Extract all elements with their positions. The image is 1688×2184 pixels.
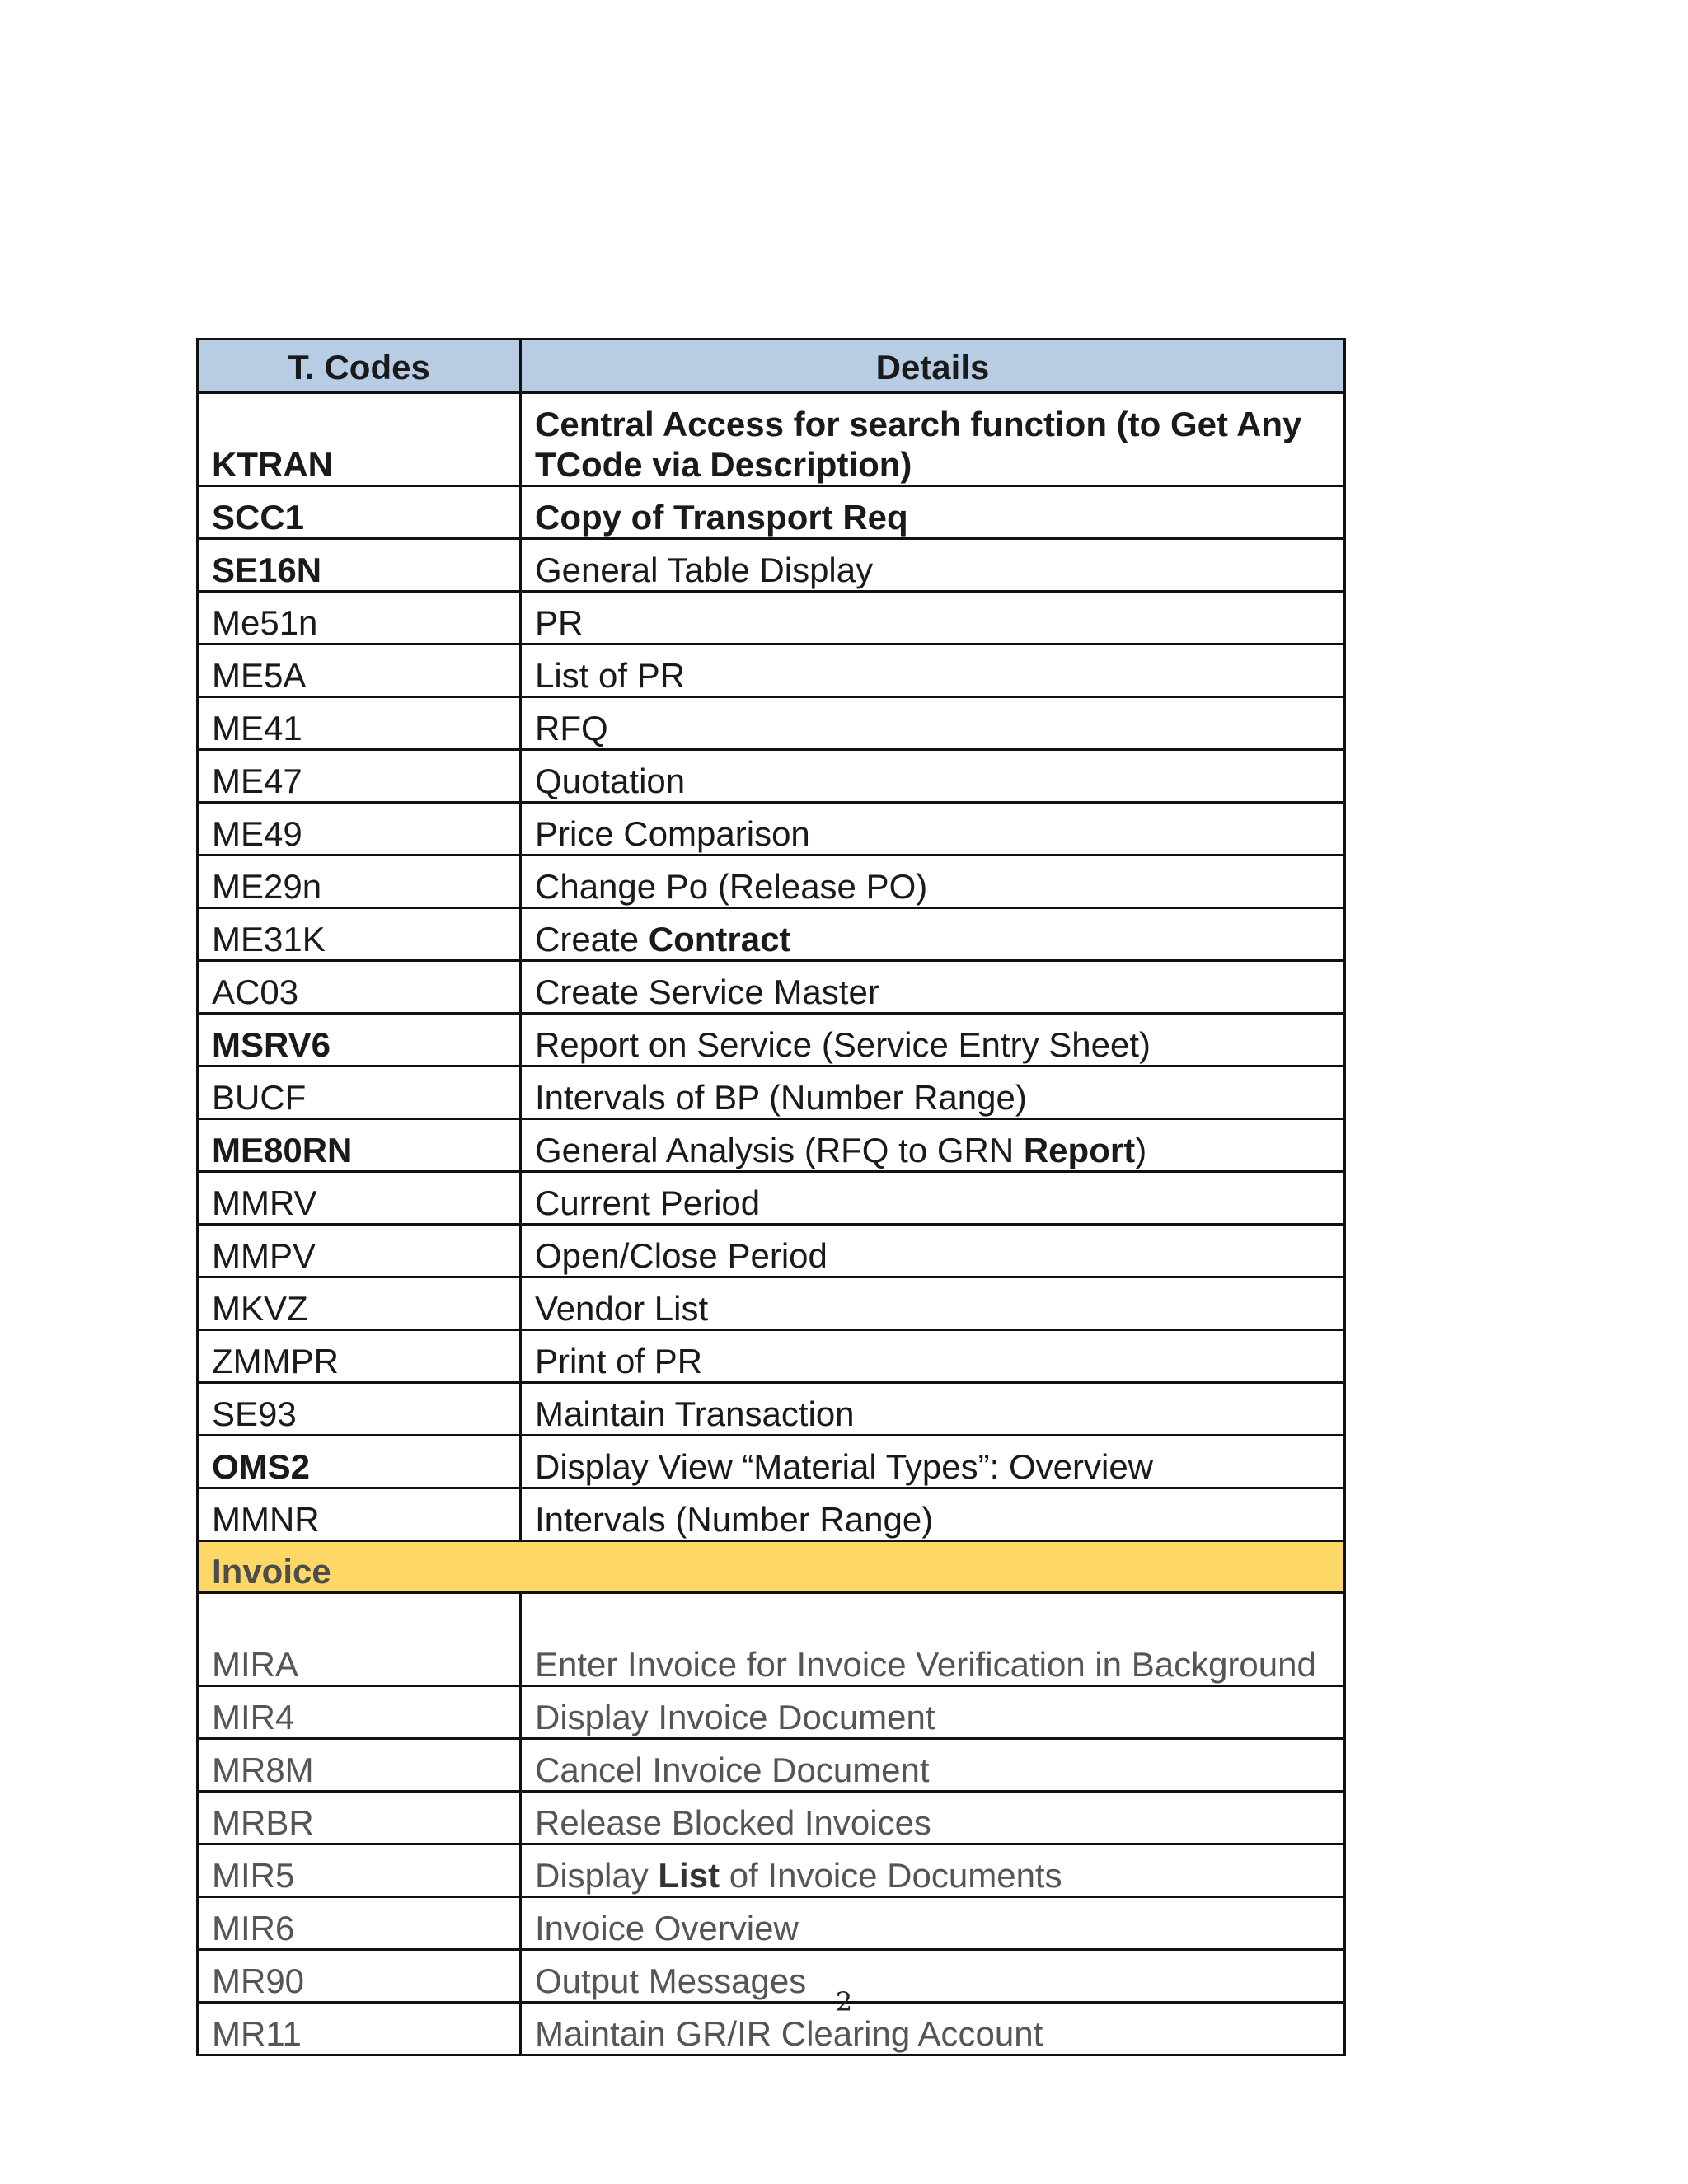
- details-cell: Copy of Transport Req: [521, 486, 1345, 539]
- tcode-cell: ME47: [198, 750, 521, 803]
- table-row: [198, 908, 1345, 961]
- details-cell: Output Messages: [521, 1950, 1345, 2003]
- tcode-cell: MSRV6: [198, 1014, 521, 1066]
- header-tcodes: T. Codes: [198, 340, 521, 393]
- tcode-cell: SCC1: [198, 486, 521, 539]
- details-cell: Maintain Transaction: [521, 1383, 1345, 1436]
- tcode-table: [196, 338, 1346, 2056]
- details-cell: Price Comparison: [521, 803, 1345, 855]
- table-row: [198, 750, 1345, 803]
- tcode-cell: OMS2: [198, 1436, 521, 1488]
- tcode-cell: ME5A: [198, 644, 521, 697]
- tcode-cell: MIR5: [198, 1844, 521, 1897]
- details-cell: Maintain GR/IR Clearing Account: [521, 2003, 1345, 2055]
- table-row: [198, 1593, 1345, 1686]
- table-row: [198, 1066, 1345, 1119]
- details-cell: Current Period: [521, 1172, 1345, 1225]
- table-row: [198, 1488, 1345, 1541]
- table-row: [198, 592, 1345, 644]
- details-cell: Intervals (Number Range): [521, 1488, 1345, 1541]
- details-cell: General Analysis (RFQ to GRN Report): [521, 1119, 1345, 1172]
- tcode-cell: BUCF: [198, 1066, 521, 1119]
- tcode-cell: ME31K: [198, 908, 521, 961]
- table-row: [198, 1897, 1345, 1950]
- table-row: [198, 1436, 1345, 1488]
- details-cell: RFQ: [521, 697, 1345, 750]
- details-cell: Intervals of BP (Number Range): [521, 1066, 1345, 1119]
- details-cell: Cancel Invoice Document: [521, 1739, 1345, 1792]
- table-row: [198, 961, 1345, 1014]
- details-cell: List of PR: [521, 644, 1345, 697]
- tcode-cell: SE16N: [198, 539, 521, 592]
- details-cell: Vendor List: [521, 1277, 1345, 1330]
- tcode-cell: MIRA: [198, 1593, 521, 1686]
- details-cell: Display List of Invoice Documents: [521, 1844, 1345, 1897]
- tcode-cell: MR11: [198, 2003, 521, 2055]
- table-row: [198, 1225, 1345, 1277]
- table-row: [198, 1792, 1345, 1844]
- details-cell: Create Contract: [521, 908, 1345, 961]
- details-cell: Print of PR: [521, 1330, 1345, 1383]
- table-row: [198, 1330, 1345, 1383]
- details-cell: PR: [521, 592, 1345, 644]
- table-row: [198, 1172, 1345, 1225]
- header-details: Details: [521, 340, 1345, 393]
- table-row: [198, 803, 1345, 855]
- details-cell: Central Access for search function (to Get Any TCode via Description): [521, 393, 1345, 486]
- table-row: [198, 1383, 1345, 1436]
- tcode-cell: ME41: [198, 697, 521, 750]
- tcode-cell: ME80RN: [198, 1119, 521, 1172]
- table-row: [198, 1686, 1345, 1739]
- details-cell: Display Invoice Document: [521, 1686, 1345, 1739]
- page-number: 2: [835, 1986, 853, 2018]
- tcode-cell: KTRAN: [198, 393, 521, 486]
- table-row: [198, 1014, 1345, 1066]
- section-title: Invoice: [198, 1541, 1345, 1593]
- details-cell: General Table Display: [521, 539, 1345, 592]
- details-cell: Quotation: [521, 750, 1345, 803]
- table-header-row: [198, 340, 1345, 393]
- table-row: [198, 697, 1345, 750]
- tcode-cell: ME29n: [198, 855, 521, 908]
- table-row: [198, 1844, 1345, 1897]
- table-row: [198, 1119, 1345, 1172]
- tcode-cell: ME49: [198, 803, 521, 855]
- tcode-cell: MIR4: [198, 1686, 521, 1739]
- table-row: [198, 393, 1345, 486]
- details-cell: Create Service Master: [521, 961, 1345, 1014]
- tcode-cell: MMNR: [198, 1488, 521, 1541]
- details-cell: Display View “Material Types”: Overview: [521, 1436, 1345, 1488]
- table-row: [198, 539, 1345, 592]
- tcode-cell: MMRV: [198, 1172, 521, 1225]
- table-row: [198, 1739, 1345, 1792]
- details-cell: Enter Invoice for Invoice Verification in Background: [521, 1593, 1345, 1686]
- details-cell: Invoice Overview: [521, 1897, 1345, 1950]
- details-cell: Release Blocked Invoices: [521, 1792, 1345, 1844]
- tcode-cell: SE93: [198, 1383, 521, 1436]
- table-row: [198, 855, 1345, 908]
- details-cell: Report on Service (Service Entry Sheet): [521, 1014, 1345, 1066]
- tcode-cell: MKVZ: [198, 1277, 521, 1330]
- table-row: [198, 1277, 1345, 1330]
- tcode-cell: MR8M: [198, 1739, 521, 1792]
- tcode-cell: Me51n: [198, 592, 521, 644]
- tcode-cell: MRBR: [198, 1792, 521, 1844]
- table-row: [198, 486, 1345, 539]
- tcode-cell: MR90: [198, 1950, 521, 2003]
- details-cell: Open/Close Period: [521, 1225, 1345, 1277]
- section-row-invoice: [198, 1541, 1345, 1593]
- table-row: [198, 644, 1345, 697]
- tcode-cell: MIR6: [198, 1897, 521, 1950]
- details-cell: Change Po (Release PO): [521, 855, 1345, 908]
- tcode-cell: ZMMPR: [198, 1330, 521, 1383]
- tcode-cell: MMPV: [198, 1225, 521, 1277]
- tcode-cell: AC03: [198, 961, 521, 1014]
